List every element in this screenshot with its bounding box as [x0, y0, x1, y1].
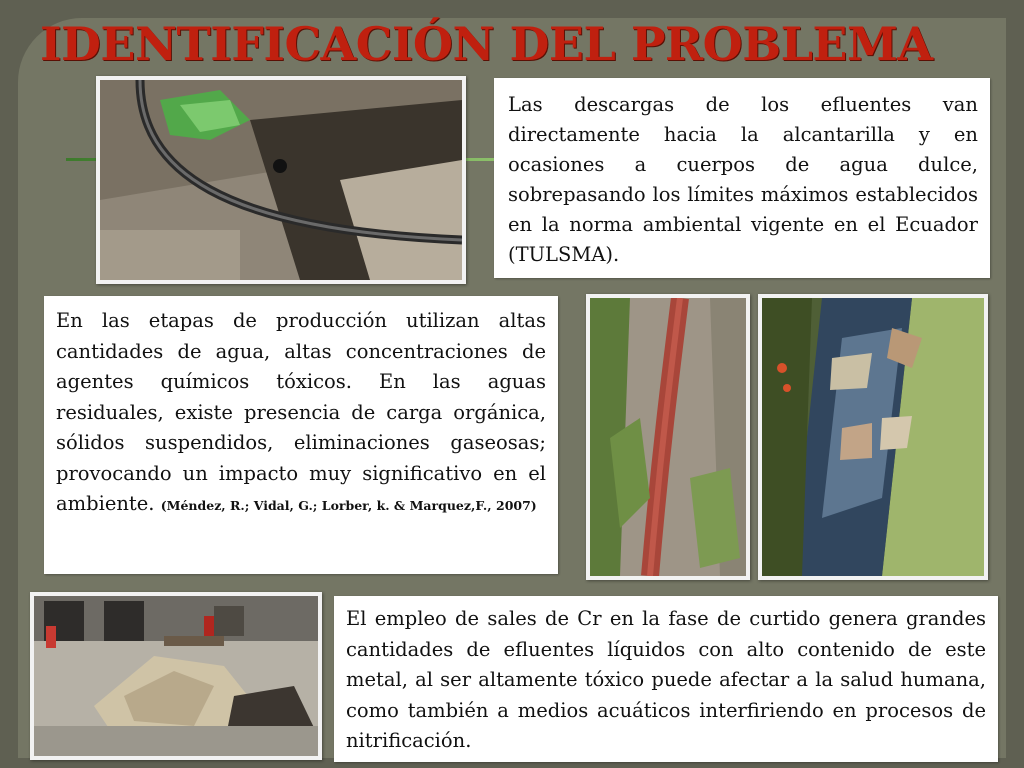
chromium-text-box: [334, 596, 998, 762]
drain-hose-photo: [96, 76, 466, 284]
red-effluent-channel-photo: [586, 294, 750, 580]
discharge-text-box: [494, 78, 990, 278]
discharge-text: Las descargas de los efluentes van directamente hacia la alcantarilla y en ocasiones a cuerpos de agua dulce, sobrepasando los límites máximos establecidos en la norma ambiental vigente en el Ecuador (TULSMA).: [508, 93, 978, 266]
production-citation: (Méndez, R.; Vidal, G.; Lorber, k. & Marquez,F., 2007): [160, 498, 537, 513]
polluted-stream-photo: [758, 294, 988, 580]
chromium-text: El empleo de sales de Cr en la fase de curtido genera grandes cantidades de efluentes líquidos con alto contenido de este metal, al ser altamente tóxico puede afectar a la salud humana, como también a medios acuáticos interfiriendo en procesos de nitrificación.: [346, 607, 986, 752]
slide-title: IDENTIFICACIÓN DEL PROBLEMA: [40, 17, 933, 71]
production-text: En las etapas de producción utilizan altas cantidades de agua, altas concentraciones de agentes químicos tóxicos. En las aguas residuales, existe presencia de carga orgánica, sólidos suspendidos, eliminaciones gaseosas; provocando un impacto muy significativo en el ambiente.: [56, 309, 546, 515]
production-text-box: [44, 296, 558, 574]
tannery-hides-photo: [30, 592, 322, 760]
